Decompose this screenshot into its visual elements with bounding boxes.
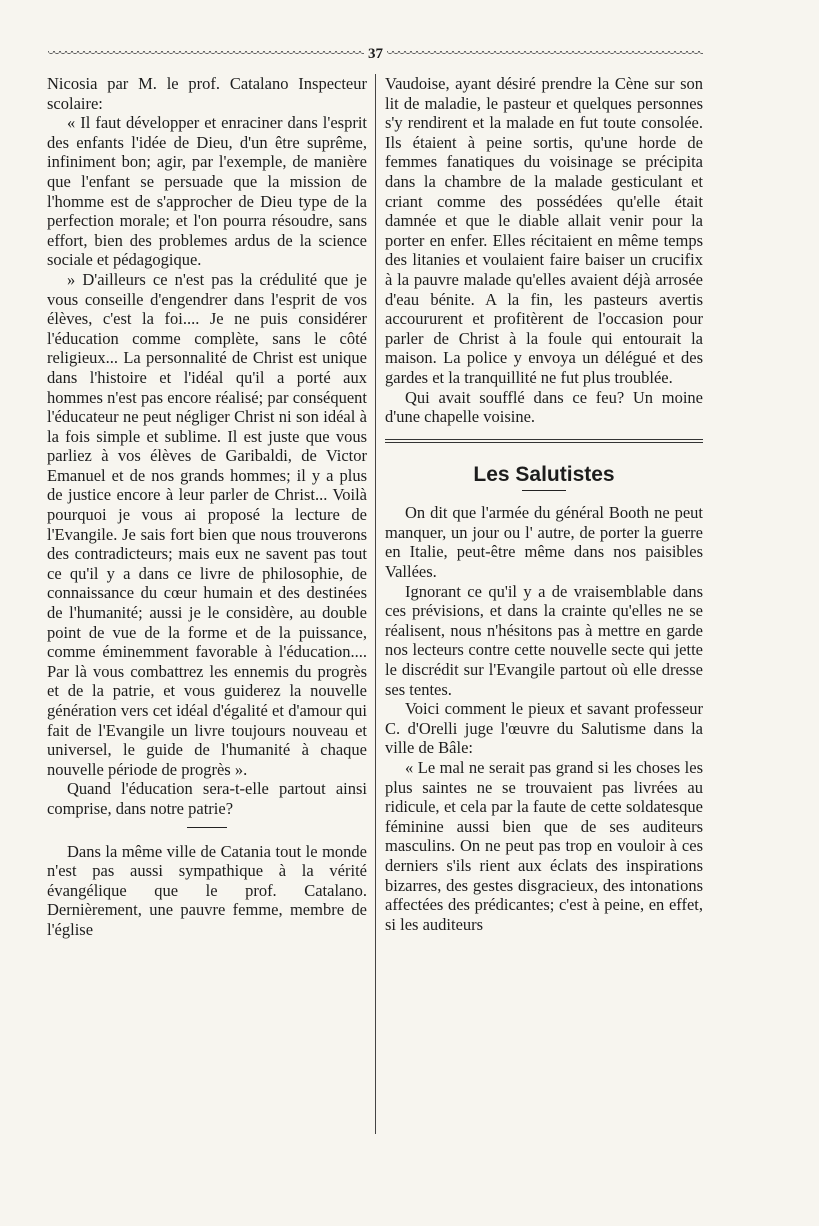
paragraph: Ignorant ce qu'il y a de vraisemblable dans ces prévisions, et dans la crainte qu'elles ne se réalisent, nous n'hésitons pas à mettre en garde nos lecteurs contre cette nouvelle secte qui jette le discrédit sur l'Evangile partout où elle dresse ses tentes. xyxy=(385,581,703,699)
paragraph: On dit que l'armée du général Booth ne peut manquer, un jour ou l' autre, de porter la guerre en Italie, peut-être même dans nos paisibles Vallées. xyxy=(385,503,703,582)
paragraph: « Le mal ne serait pas grand si les choses les plus saintes ne se trouvaient pas livrées au ridicule, et cela par la faute de cette soldatesque féminine aussi bien que de ses auditeurs masculins. On ne peut pas trop en vouloir à ces derniers s'ils rient aux éclats des inspirations bizarres, des gestes disgracieux, des intonations affectées des prédicantes; c'est à peine, en effet, si les auditeurs xyxy=(385,758,703,934)
article-divider xyxy=(385,439,703,443)
page-number: 37 xyxy=(368,45,383,62)
left-column xyxy=(47,74,367,940)
section-title: Les Salutistes xyxy=(473,462,615,486)
header-ornament-right xyxy=(387,51,703,57)
header-ornament-left xyxy=(48,51,364,57)
section-separator xyxy=(187,827,227,828)
paragraph: Nicosia par M. le prof. Catalano Inspecteur scolaire: xyxy=(47,74,367,113)
paragraph: Voici comment le pieux et savant professeur C. d'Orelli juge l'œuvre du Salutisme dans la ville de Bâle: xyxy=(385,699,703,758)
right-column xyxy=(385,74,703,934)
paragraph: Dans la même ville de Catania tout le monde n'est pas aussi sympathique à la vérité évangélique que le prof. Catalano. Dernièrement, une pauvre femme, membre de l'église xyxy=(47,841,367,939)
paragraph: Vaudoise, ayant désiré prendre la Cène sur son lit de maladie, le pasteur et quelques personnes s'y rendirent et la malade en fut toute consolée. Ils étaient à peine sortis, qu'une horde de femmes fanatiques du voisinage se précipita dans la chambre de la malade gesticulant et criant comme des possédées qu'elle était damnée et que le diable allait venir pour la porter en enfer. Elles récitaient en même temps des litanies et voulaient faire baiser un crucifix à la pauvre malade qu'elles avaient déjà arrosée d'eau bénite. A la fin, les pasteurs avertis accoururent et profitèrent de l'occasion pour parler de Christ à la foule qui entourait la maison. La police y envoya un délégué et des gardes et la tranquillité ne fut plus troublée. xyxy=(385,74,703,387)
paragraph: Qui avait soufflé dans ce feu? Un moine d'une chapelle voisine. xyxy=(385,387,703,427)
column-divider xyxy=(375,74,376,1134)
title-underline xyxy=(522,490,566,491)
paragraph: » D'ailleurs ce n'est pas la crédulité que je vous conseille d'engendrer dans l'esprit de vos élèves, c'est la foi.... Je ne puis considérer l'éducation comme complète, sans le côté religieux... La personnalité de Christ est unique dans l'histoire et l'idéal qu'il a porté aux hommes n'est pas encore réalisé; par conséquent l'éducateur ne peut négliger Christ ni son idéal à la fois simple et sublime. Il est juste que vous parliez à vos élèves de Garibaldi, de Victor Emanuel et de nos grands hommes; il y a plus de justice encore à leur parler de Christ... Voilà pourquoi je vous ai proposé la lecture de l'Evangile. Je sais fort bien que nous trouverons des contradicteurs; mais eux ne savent pas tout ce qu'il y a dans ce livre de philosophie, de connaissance du cœur humain et des destinées de l'humanité; aussi je le considère, au double point de vue de la forme et de la puissance, comme éminemment favorable à l'éducation.... Par là vous combattrez les ennemis du progrès et de la patrie, et vous guiderez la nouvelle génération vers cet idéal d'égalité et d'amour qui fait de l'Evangile un livre toujours nouveau et universel, le guide de l'humanité à chaque nouvelle période de progrès ». xyxy=(47,269,367,779)
paragraph: « Il faut développer et enraciner dans l'esprit des enfants l'idée de Dieu, d'un être suprême, infiniment bon; agir, par l'exemple, de manière que l'enfant se persuade que la mission de l'homme est de s'approcher de Dieu type de la perfection morale; et l'on pourra résoudre, sans effort, bien des problemes ardus de la science sociale et pédagogique. xyxy=(47,113,367,270)
paragraph: Quand l'éducation sera-t-elle partout ainsi comprise, dans notre patrie? xyxy=(47,779,367,818)
page-header xyxy=(48,44,703,64)
